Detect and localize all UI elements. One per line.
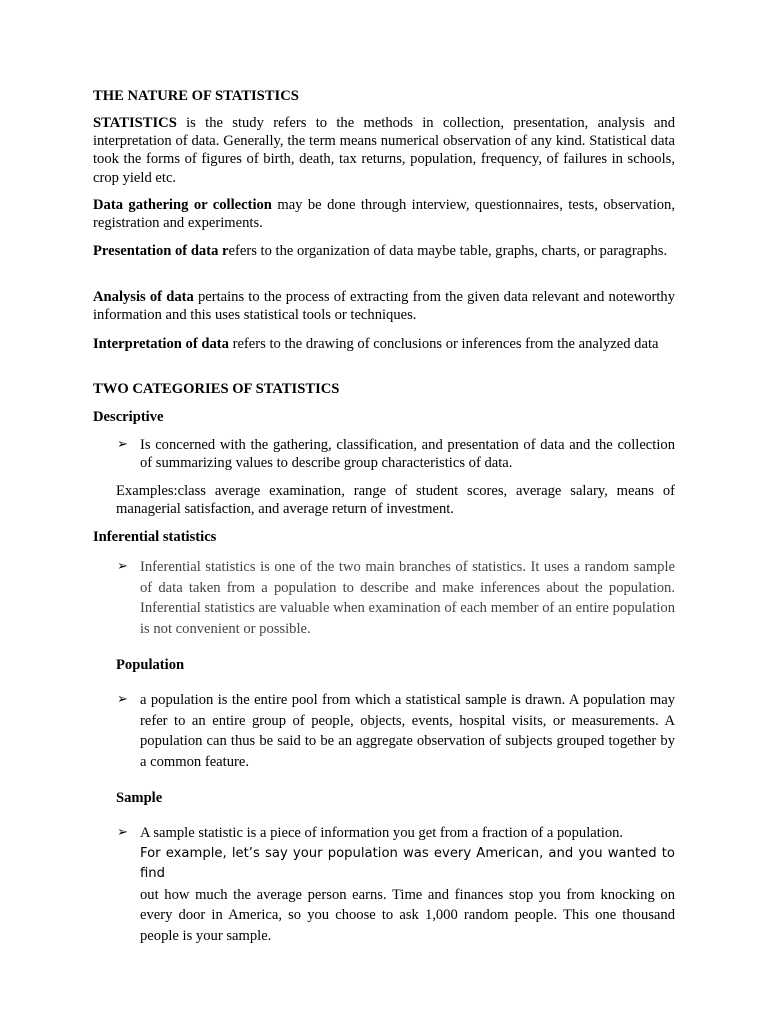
inferential-bullet	[117, 557, 675, 639]
bullet-arrow-icon: ➢	[117, 559, 128, 574]
interpretation-definition	[93, 335, 675, 353]
statistics-text: is the study refers to the methods in collection, presentation, analysis and interpretation of data. Generally, the term means numerical observation of any kind. Statistical data took the forms of figures of birth, death, tax returns, population, frequency, of failures in schools, crop yield etc.	[93, 115, 675, 186]
interpretation-text: refers to the drawing of conclusions or inferences from the analyzed data	[228, 336, 659, 352]
population-heading: Population	[116, 657, 185, 673]
sample-bullet-line1: A sample statistic is a piece of information you get from a fraction of a population.	[140, 825, 624, 841]
sample-bullet-line2: For example, let’s say your population was every American, and you wanted to find	[140, 845, 675, 882]
bullet-arrow-icon: ➢	[117, 825, 128, 840]
interpretation-term: Interpretation of data	[93, 336, 229, 352]
presentation-definition	[93, 242, 675, 260]
analysis-text: pertains to the process of extracting from the given data relevant and noteworthy information and this uses statistical tools or techniques.	[93, 289, 675, 324]
sample-bullet-rest: out how much the average person earns. Time and finances stop you from knocking on every door in America, so you choose to ask 1,000 random people. This one thousand people is your sample.	[140, 886, 675, 944]
descriptive-bullet	[117, 436, 675, 473]
bullet-arrow-icon: ➢	[117, 692, 128, 707]
bullet-arrow-icon: ➢	[117, 437, 128, 452]
data-gathering-definition	[93, 196, 675, 232]
inferential-bullet-text: Inferential statistics is one of the two main branches of statistics. It uses a random sample of data taken from a population to describe and make inferences about the population. Inferential statistics are valuable when examination of each member of an entire population is not convenient or possible.	[140, 559, 675, 637]
statistics-term: STATISTICS	[93, 115, 177, 131]
sample-bullet	[117, 823, 675, 947]
population-bullet-text: a population is the entire pool from which a statistical sample is drawn. A population may refer to an entire group of people, objects, events, hospital visits, or measurements. A population can thus be said to be an aggregate observation of subjects grouped together by a common feature.	[140, 692, 675, 770]
categories-heading: TWO CATEGORIES OF STATISTICS	[93, 381, 340, 397]
analysis-term: Analysis of data	[93, 289, 194, 305]
data-gathering-text: may be done through interview, questionnaires, tests, observation, registration and experiments.	[93, 197, 676, 232]
population-bullet	[117, 690, 675, 772]
data-gathering-term: Data gathering or collection	[93, 197, 272, 213]
descriptive-heading: Descriptive	[93, 409, 164, 425]
document-title: THE NATURE OF STATISTICS	[93, 88, 299, 104]
descriptive-examples: Examples:class average examination, range of student scores, average salary, means of managerial satisfaction, and average return of investment.	[116, 483, 675, 518]
descriptive-bullet-text: Is concerned with the gathering, classification, and presentation of data and the collection of summarizing values to describe group characteristics of data.	[140, 437, 675, 472]
presentation-term: Presentation of data r	[93, 243, 229, 259]
statistics-definition	[93, 114, 675, 187]
inferential-heading: Inferential statistics	[93, 529, 217, 545]
analysis-definition	[93, 288, 675, 324]
sample-heading: Sample	[116, 790, 163, 806]
presentation-text: efers to the organization of data maybe table, graphs, charts, or paragraphs.	[228, 243, 668, 259]
